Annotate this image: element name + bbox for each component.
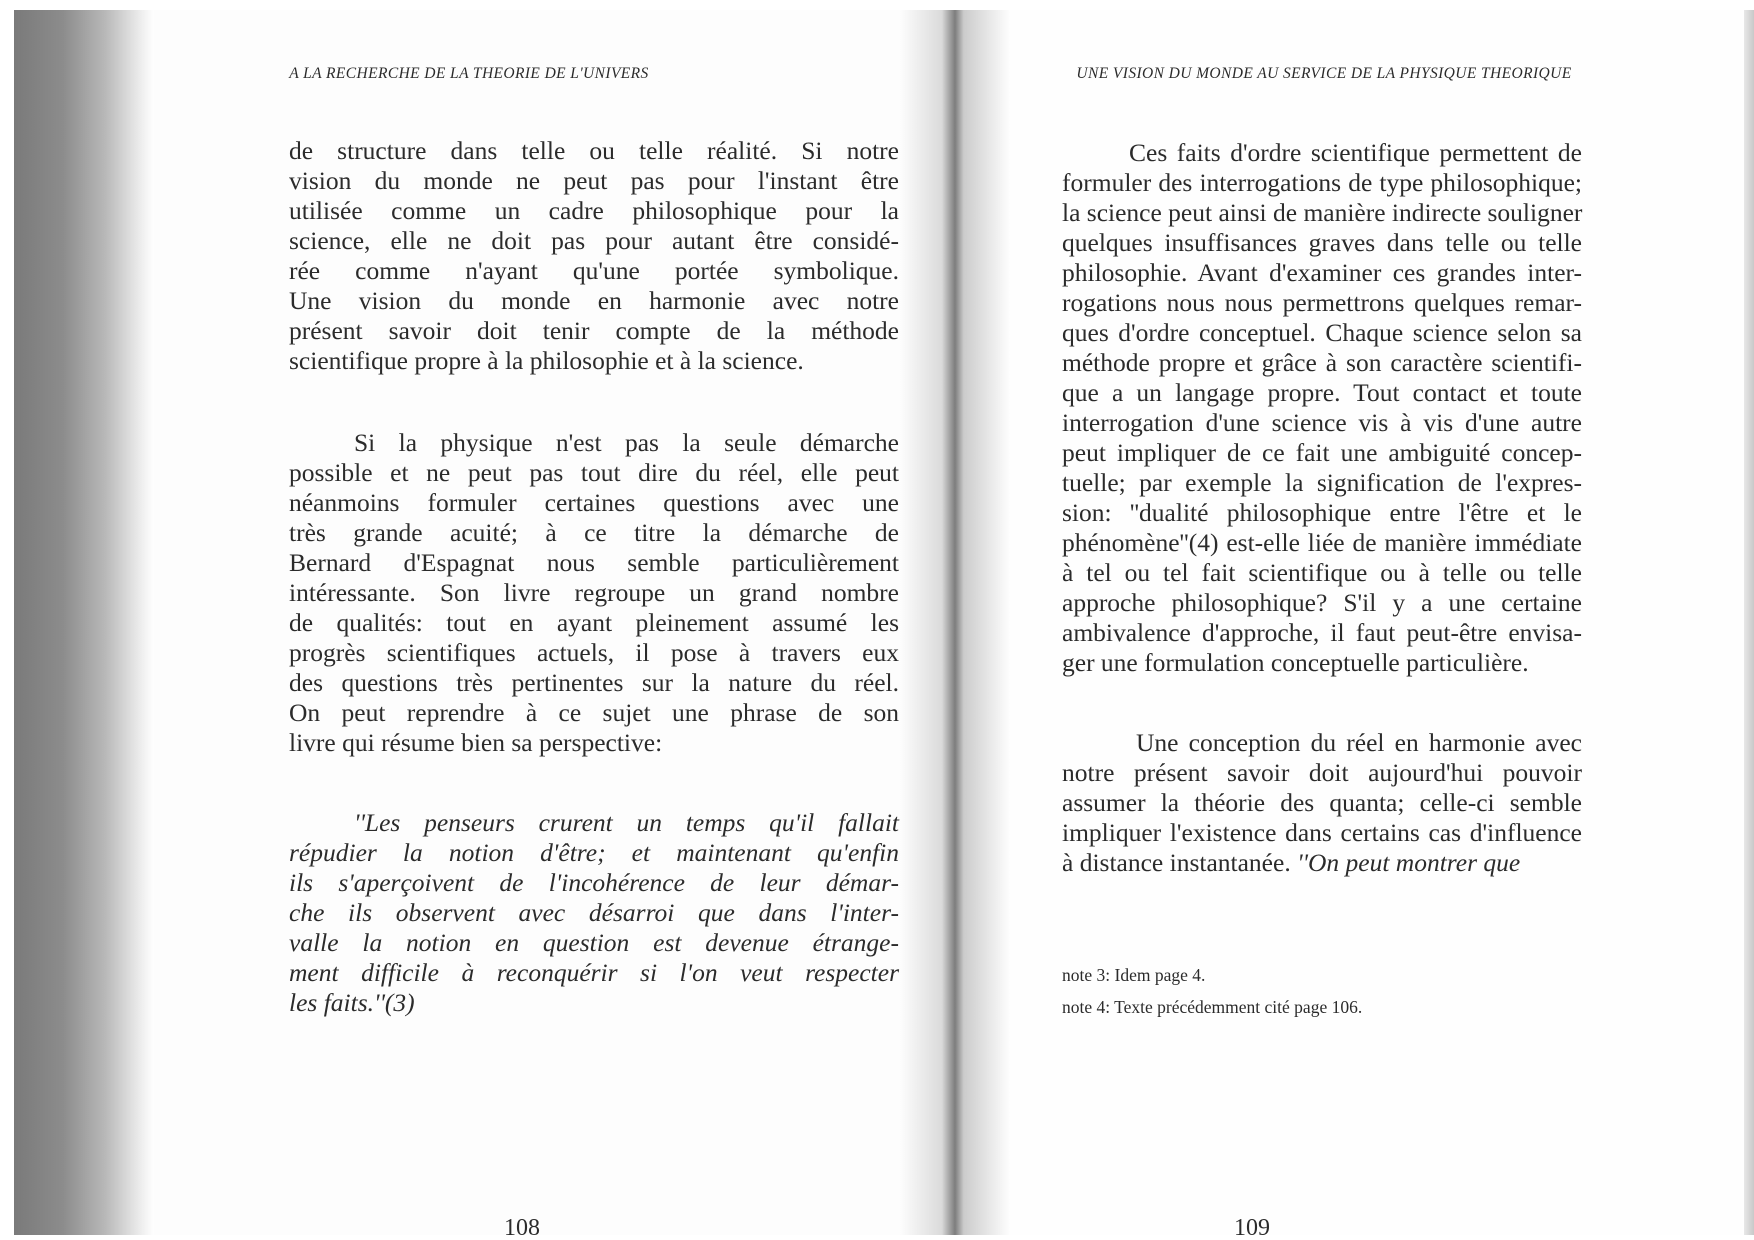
- text-line: peut impliquer de ce fait une ambiguité concep-: [1062, 438, 1582, 467]
- text-line: formuler des interrogations de type philosophique;: [1062, 168, 1582, 197]
- page-number: 109: [1234, 1215, 1270, 1235]
- text-line: à tel ou tel fait scientifique ou à telle ou telle: [1062, 558, 1582, 587]
- quote-line: les faits.''(3): [289, 988, 415, 1017]
- text-line: la science peut ainsi de manière indirecte souligner: [1062, 198, 1583, 227]
- text-line: utilisée comme un cadre philosophique pour la: [289, 196, 899, 225]
- page-number: 108: [504, 1215, 540, 1235]
- text-line: approche philosophique? S'il y a une certaine: [1062, 588, 1582, 617]
- text-line: de qualités: tout en ayant pleinement assumé les: [289, 608, 899, 637]
- text-line: Une vision du monde en harmonie avec notre: [289, 286, 899, 315]
- quote-line: valle la notion en question est devenue étrange-: [289, 928, 899, 957]
- text-line: progrès scientifiques actuels, il pose à travers eux: [289, 638, 899, 667]
- footnote-3: note 3: Idem page 4.: [1062, 965, 1206, 985]
- book-edge-shadow: [14, 10, 154, 1235]
- text-line: Une conception du réel en harmonie avec: [1136, 728, 1582, 757]
- left-page: [154, 10, 954, 1235]
- text-line: On peut reprendre à ce sujet une phrase de son: [289, 698, 899, 727]
- text-line: Bernard d'Espagnat nous semble particulièrement: [289, 548, 899, 577]
- text-line: Ces faits d'ordre scientifique permettent de: [1129, 138, 1582, 167]
- text-line: vision du monde ne peut pas pour l'instant être: [289, 166, 899, 195]
- text-line: sion: ''dualité philosophique entre l'être et le: [1062, 498, 1582, 527]
- footnote-4: note 4: Texte précédemment cité page 106.: [1062, 997, 1363, 1017]
- text-line: de structure dans telle ou telle réalité. Si notre: [289, 136, 899, 165]
- text-line: présent savoir doit tenir compte de la méthode: [289, 316, 899, 345]
- text-line: scientifique propre à la philosophie et à la science.: [289, 346, 804, 375]
- text-line: néanmoins formuler certaines questions avec une: [289, 488, 899, 517]
- text-line: notre présent savoir doit aujourd'hui pouvoir: [1062, 758, 1582, 787]
- right-running-head: UNE VISION DU MONDE AU SERVICE DE LA PHYSIQUE THEORIQUE: [1076, 65, 1572, 82]
- text-line: ambivalence d'approche, il faut peut-être envisa-: [1062, 618, 1582, 647]
- text-line: méthode propre et grâce à son caractère scientifi-: [1062, 348, 1582, 377]
- book-gutter-shadow: [900, 10, 1010, 1235]
- quote-line: ment difficile à reconquérir si l'on veut respecter: [289, 958, 899, 987]
- text-line: ger une formulation conceptuelle particulière.: [1062, 648, 1529, 677]
- text-line: [1062, 850, 1582, 876]
- text-line: science, elle ne doit pas pour autant être considé-: [289, 226, 899, 255]
- text-line: assumer la théorie des quanta; celle-ci semble: [1062, 788, 1582, 817]
- quote-line: ''Les penseurs crurent un temps qu'il fallait: [354, 808, 899, 837]
- book-right-edge: [1744, 10, 1754, 1235]
- quote-line: ils s'aperçoivent de l'incohérence de leur démar-: [289, 868, 899, 897]
- left-running-head: A LA RECHERCHE DE LA THEORIE DE L'UNIVERS: [289, 65, 649, 82]
- quote-fragment: ''On peut montrer que: [1297, 848, 1521, 877]
- right-page: [954, 10, 1744, 1235]
- text-line: rée comme n'ayant qu'une portée symbolique.: [289, 256, 899, 285]
- quote-line: che ils observent avec désarroi que dans l'inter-: [289, 898, 899, 927]
- text-line: impliquer l'existence dans certains cas d'influence: [1062, 818, 1582, 847]
- text-line: que a un langage propre. Tout contact et toute: [1062, 378, 1582, 407]
- text-line: tuelle; par exemple la signification de l'expres-: [1062, 468, 1582, 497]
- text-line: rogations nous nous permettrons quelques remar-: [1062, 288, 1582, 317]
- text-line: phénomène''(4) est-elle liée de manière immédiate: [1062, 528, 1582, 557]
- text-line: ques d'ordre conceptuel. Chaque science selon sa: [1062, 318, 1582, 347]
- text-line: des questions très pertinentes sur la nature du réel.: [289, 668, 899, 697]
- text-line: très grande acuité; à ce titre la démarche de: [289, 518, 899, 547]
- text-line: livre qui résume bien sa perspective:: [289, 728, 663, 757]
- text-line: philosophie. Avant d'examiner ces grandes inter-: [1062, 258, 1582, 287]
- quote-line: répudier la notion d'être; et maintenant qu'enfin: [289, 838, 899, 867]
- text-line: Si la physique n'est pas la seule démarche: [354, 428, 899, 457]
- text-line: quelques insuffisances graves dans telle ou telle: [1062, 228, 1582, 257]
- text-fragment: à distance instantanée.: [1062, 848, 1298, 877]
- text-line: interrogation d'une science vis à vis d'une autre: [1062, 408, 1582, 437]
- text-line: intéressante. Son livre regroupe un grand nombre: [289, 578, 899, 607]
- scan-margin: [0, 0, 14, 1240]
- text-line: possible et ne peut pas tout dire du réel, elle peut: [289, 458, 899, 487]
